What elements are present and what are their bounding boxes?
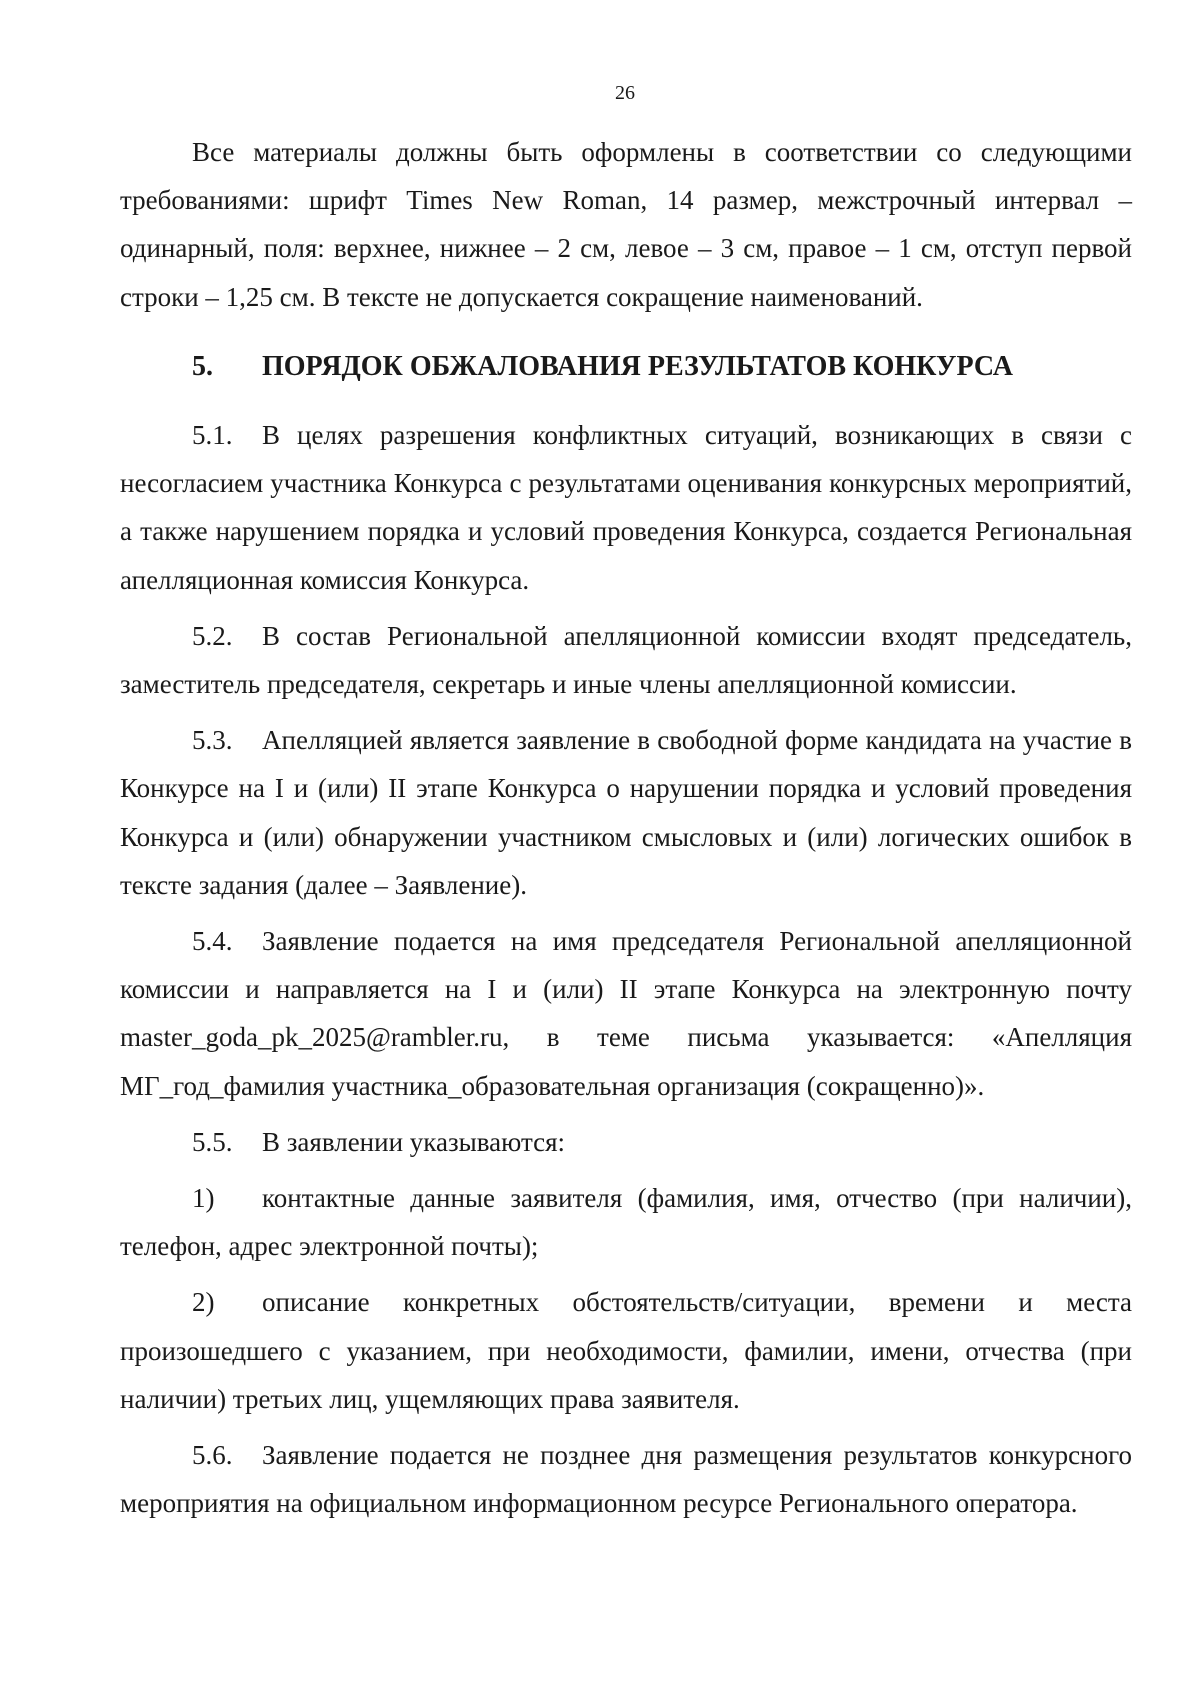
item-text: В целях разрешения конфликтных ситуаций, возникающих в связи с несогласием участника Конкурса с результатами оценивания конкурсных мероприятий, а также нарушением порядка и условий проведения Конкурса, создается Региональная апелляционная комиссия Конкурса. (120, 420, 1132, 595)
item-5-5 (120, 1118, 1132, 1166)
item-number: 5.6. (192, 1440, 233, 1471)
section-number: 5. (192, 350, 213, 382)
list-text: контактные данные заявителя (фамилия, имя, отчество (при наличии), телефон, адрес электронной почты); (120, 1183, 1132, 1262)
item-number: 5.1. (192, 420, 233, 451)
item-text: Заявление подается не позднее дня размещения результатов конкурсного мероприятия на официальном информационном ресурсе Регионального оператора. (120, 1440, 1132, 1519)
item-number: 5.5. (192, 1126, 233, 1157)
list-text: описание конкретных обстоятельств/ситуации, времени и места произошедшего с указанием, при необходимости, фамилии, имени, отчества (при наличии) третьих лиц, ущемляющих права заявителя. (120, 1287, 1132, 1414)
section-heading (120, 343, 1132, 391)
document-body (120, 128, 1132, 1527)
item-text: Заявление подается на имя председателя Региональной апелляционной комиссии и направляется на I и (или) II этапе Конкурса на электронную почту master_goda_pk_2025@rambler.ru, в теме письма указывается: «Апелляция МГ_год_фамилия участника_образовательная организация (сокращенно)». (120, 926, 1132, 1101)
list-number: 1) (192, 1183, 215, 1214)
section-title: ПОРЯДОК ОБЖАЛОВАНИЯ РЕЗУЛЬТАТОВ КОНКУРСА (262, 350, 1013, 382)
list-item-2 (120, 1278, 1132, 1423)
list-number: 2) (192, 1287, 215, 1318)
item-number: 5.2. (192, 620, 233, 651)
item-5-6 (120, 1431, 1132, 1527)
item-5-4 (120, 917, 1132, 1110)
item-text: В состав Региональной апелляционной комиссии входят председатель, заместитель председателя, секретарь и иные члены апелляционной комиссии. (120, 620, 1132, 700)
item-text: В заявлении указываются: (262, 1126, 565, 1157)
intro-paragraph: Все материалы должны быть оформлены в соответствии со следующими требованиями: шрифт Times New Roman, 14 размер, межстрочный интервал – одинарный, поля: верхнее, нижнее – 2 см, левое – 3 см, правое – 1 см, отступ первой строки – 1,25 см. В тексте не допускается сокращение наименований. (120, 137, 1132, 312)
item-5-3 (120, 716, 1132, 909)
item-number: 5.4. (192, 926, 233, 957)
item-5-1 (120, 411, 1132, 604)
item-number: 5.3. (192, 725, 233, 756)
item-5-2 (120, 612, 1132, 708)
list-item-1 (120, 1174, 1132, 1270)
item-text: Апелляцией является заявление в свободной форме кандидата на участие в Конкурсе на I и (или) II этапе Конкурса о нарушении порядка и условий проведения Конкурса и (или) обнаружении участником смысловых и (или) логических ошибок в тексте задания (далее – Заявление). (120, 725, 1132, 900)
page-number: 26 (615, 82, 635, 104)
